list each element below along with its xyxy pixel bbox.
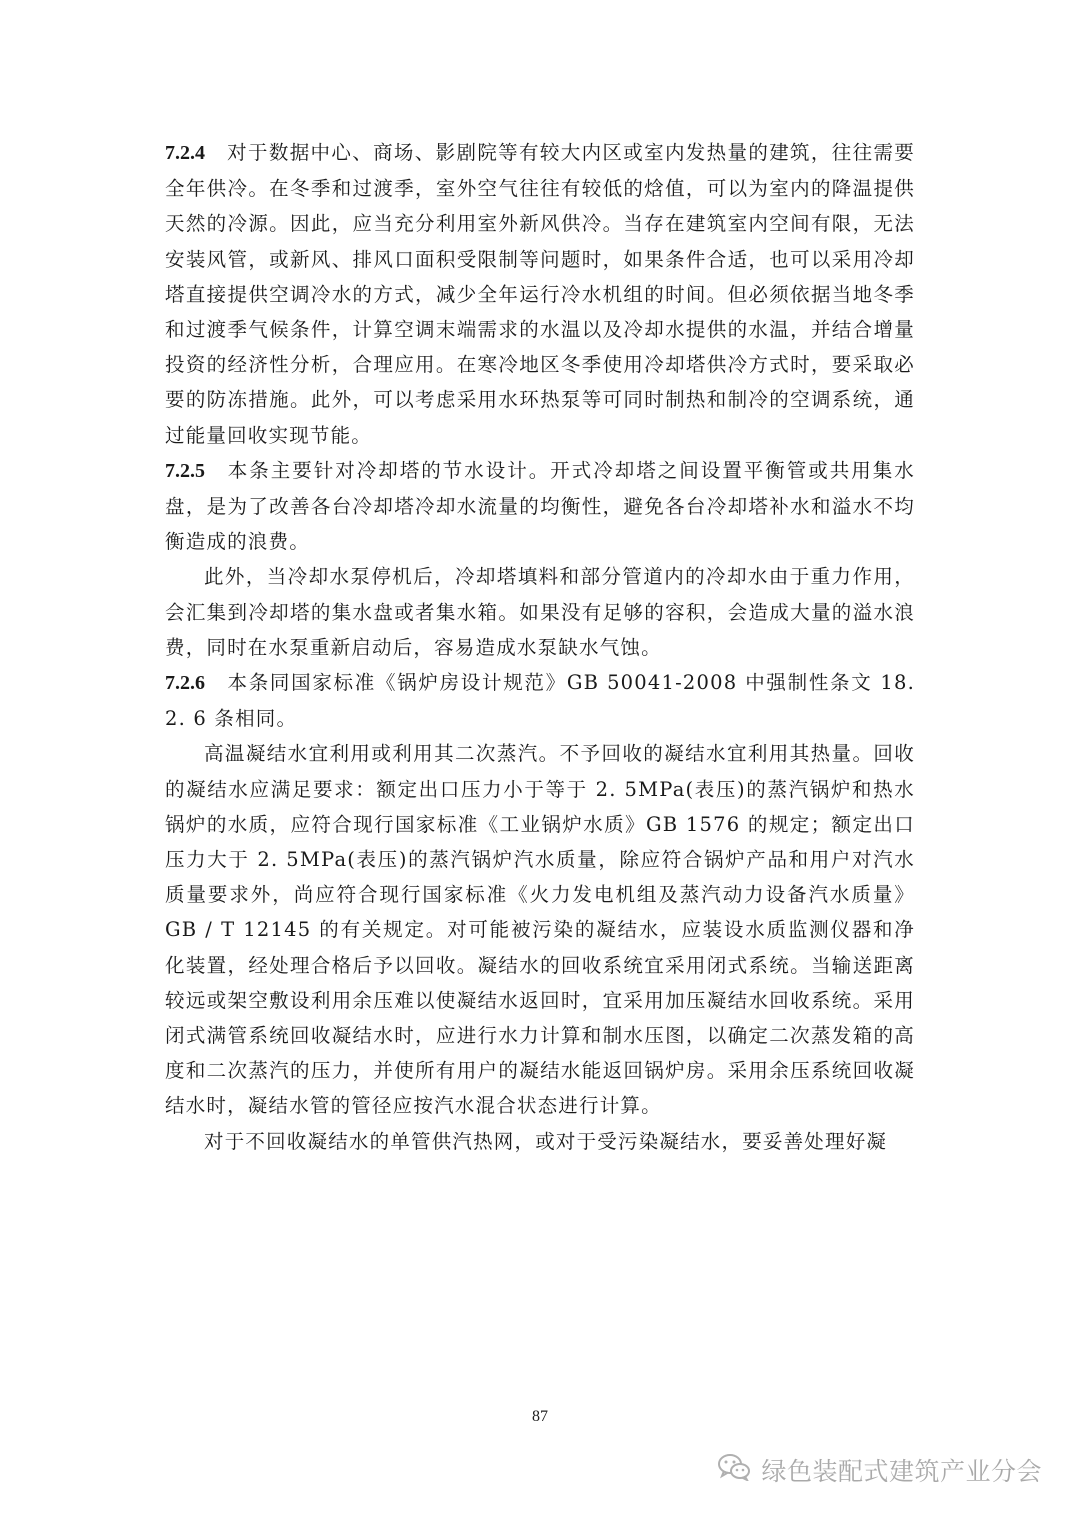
page-number: 87 — [532, 1408, 548, 1425]
paragraph: 对于不回收凝结水的单管供汽热网，或对于受污染凝结水，要妥善处理好凝 — [204, 1129, 888, 1153]
paragraph: 高温凝结水宜利用或利用其二次蒸汽。不予回收的凝结水宜利用其热量。回收的凝结水应满足要求：额定出口压力小于等于 2. 5MPa(表压)的蒸汽锅炉和热水锅炉的水质，应符合现行国家标准《工业锅炉水质》GB 1576 的规定；额定出口压力大于 2. 5MPa(表压)的蒸汽锅炉汽水质量，除应符合锅炉产品和用户对汽水质量要求外，尚应符合现行国家标准《火力发电机组及蒸汽动力设备汽水质量》GB / T 12145 的有关规定。对可能被污染的凝结水，应装设水质监测仪器和净化装置，经处理合格后予以回收。凝结水的回收系统宜采用闭式系统。当输送距离较远或架空敷设利用余压难以使凝结水返回时，宜采用加压凝结水回收系统。采用闭式满管系统回收凝结水时，应进行水力计算和制水压图，以确定二次蒸发箱的高度和二次蒸汽的压力，并使所有用户的凝结水能返回锅炉房。采用余压系统回收凝结水时，凝结水管的管径应按汽水混合状态进行计算。 — [165, 742, 915, 1118]
section-number: 7.2.4 — [165, 142, 205, 164]
paragraph: 此外，当冷却水泵停机后，冷却塔填料和部分管道内的冷却水由于重力作用，会汇集到冷却塔的集水盘或者集水箱。如果没有足够的容积，会造成大量的溢水浪费，同时在水泵重新启动后，容易造成水泵缺水气蚀。 — [165, 565, 915, 659]
watermark — [717, 1452, 1042, 1488]
document-body — [165, 135, 915, 1159]
section-number: 7.2.6 — [165, 672, 205, 695]
section-text: 本条主要针对冷却塔的节水设计。开式冷却塔之间设置平衡管或共用集水盘，是为了改善各台冷却塔冷却水流量的均衡性，避免各台冷却塔补水和溢水不均衡造成的浪费。 — [165, 458, 915, 554]
wechat-icon — [717, 1453, 761, 1487]
section-text: 对于数据中心、商场、影剧院等有较大内区或室内发热量的建筑，往往需要全年供冷。在冬季和过渡季，室外空气往往有较低的焓值，可以为室内的降温提供天然的冷源。因此，应当充分利用室外新风供冷。当存在建筑室内空间有限，无法安装风管，或新风、排风口面积受限制等问题时，如果条件合适，也可以采用冷却塔直接提供空调冷水的方式，减少全年运行冷水机组的时间。但必须依据当地冬季和过渡季气候条件，计算空调末端需求的水温以及冷却水提供的水温，并结合增量投资的经济性分析，合理应用。在寒冷地区冬季使用冷却塔供冷方式时，要采取必要的防冻措施。此外，可以考虑采用水环热泵等可同时制热和制冷的空调系统，通过能量回收实现节能。 — [165, 141, 915, 447]
section-7-2-4 — [165, 135, 915, 453]
section-7-2-5 — [165, 453, 915, 560]
section-number: 7.2.5 — [165, 459, 205, 482]
watermark-text: 绿色装配式建筑产业分会 — [761, 1457, 1042, 1486]
section-7-2-6 — [165, 665, 915, 736]
section-text: 本条同国家标准《锅炉房设计规范》GB 50041-2008 中强制性条文 18. 2. 6 条相同。 — [165, 671, 915, 731]
